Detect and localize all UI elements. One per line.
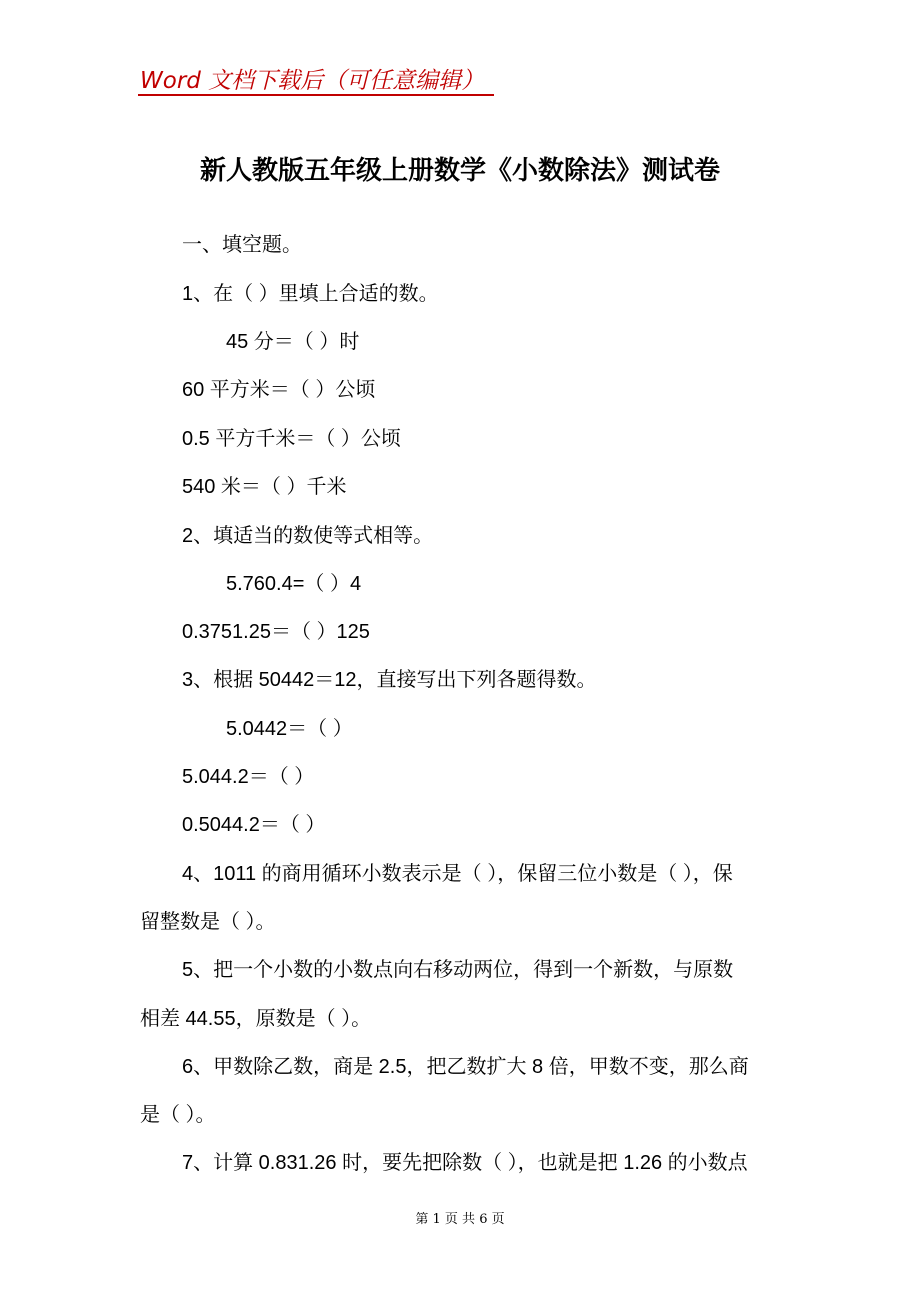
question-1-item-d: 540 米＝（ ）千米 (182, 476, 347, 498)
question-2-item-a: 5.760.4=（ ）4 (226, 573, 362, 595)
question-2: 2、填适当的数使等式相等。 (182, 525, 434, 547)
question-7-line-1: 7、计算 0.831.26 时，要先把除数（ ），也就是把 1.26 的小数点 (182, 1152, 748, 1174)
question-5-line-1: 5、把一个小数的小数点向右移动两位，得到一个新数，与原数 (182, 959, 734, 981)
question-1-item-c: 0.5 平方千米＝（ ）公顷 (182, 428, 401, 450)
header-underline (138, 94, 494, 96)
section-heading: 一、填空题。 (182, 234, 302, 256)
question-4-line-2: 留整数是（ ）。 (140, 911, 276, 933)
question-3-item-c: 0.5044.2＝（ ） (182, 814, 326, 836)
question-2-item-b: 0.3751.25＝（ ）125 (182, 621, 370, 643)
question-6-line-1: 6、甲数除乙数，商是 2.5，把乙数扩大 8 倍，甲数不变，那么商 (182, 1056, 749, 1078)
question-3: 3、根据 50442＝12，直接写出下列各题得数。 (182, 669, 597, 691)
document-header: Word 文档下载后（可任意编辑） (140, 68, 485, 94)
question-1-item-b: 60 平方米＝（ ）公顷 (182, 379, 376, 401)
question-3-item-b: 5.044.2＝（ ） (182, 766, 315, 788)
question-5-line-2: 相差 44.55，原数是（ ）。 (140, 1008, 372, 1030)
question-3-item-a: 5.0442＝（ ） (226, 718, 353, 740)
page-footer: 第 1 页 共 6 页 (415, 1212, 505, 1227)
question-1-item-a: 45 分＝（ ）时 (226, 331, 360, 353)
question-4-line-1: 4、1011 的商用循环小数表示是（ ），保留三位小数是（ ），保 (182, 863, 733, 885)
document-title: 新人教版五年级上册数学《小数除法》测试卷 (199, 156, 720, 186)
question-1: 1、在（ ）里填上合适的数。 (182, 283, 439, 305)
question-6-line-2: 是（ ）。 (140, 1104, 216, 1126)
